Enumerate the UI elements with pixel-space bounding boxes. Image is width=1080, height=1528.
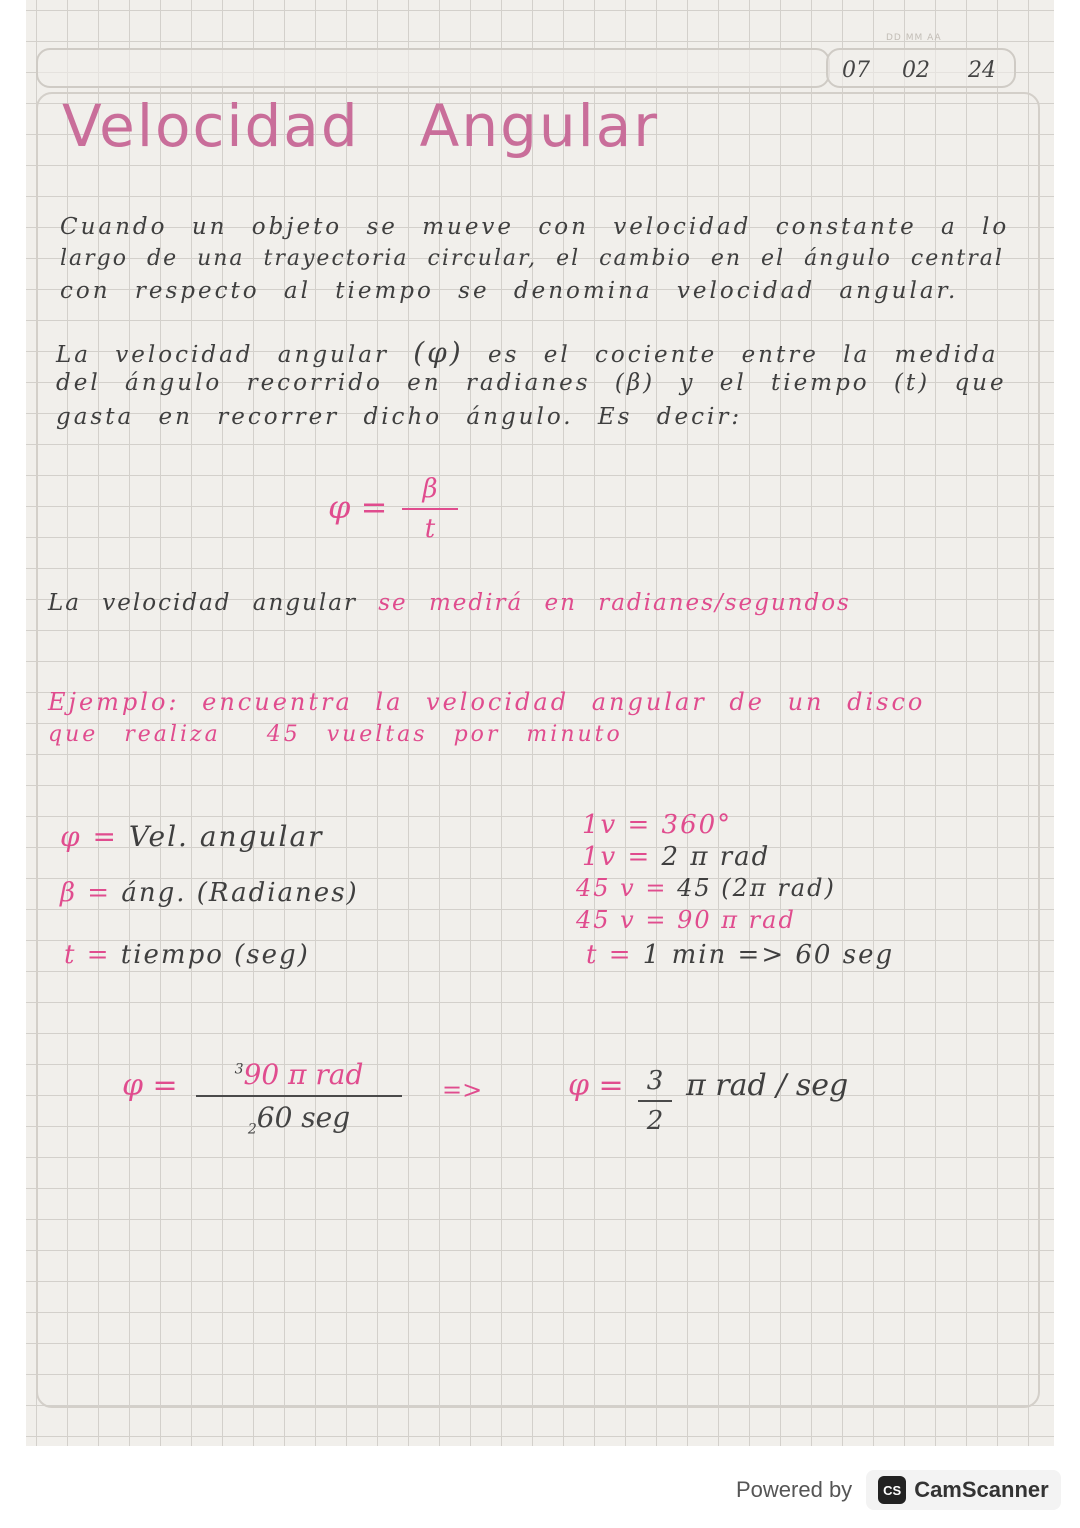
- phi-symbol: (φ): [413, 336, 464, 369]
- title-word-2: Angular: [419, 92, 660, 160]
- example-line-2: [48, 722, 623, 747]
- conversion-lhs: 45 v =: [576, 874, 668, 902]
- conversion-rhs: 360°: [661, 810, 733, 840]
- variable-symbol: φ =: [60, 820, 118, 853]
- page-title: [62, 92, 659, 160]
- intro-line-2: largo de una trayectoria circular, el cambio en el ángulo central: [60, 246, 1004, 271]
- conversion-rhs: 90 π rad: [677, 906, 796, 934]
- conversion-row: [576, 874, 836, 902]
- result-denominator: 2: [646, 1106, 664, 1136]
- conversion-lhs: 1v =: [582, 810, 652, 840]
- calc-arrow: =>: [442, 1076, 483, 1104]
- definition-line-1: [56, 336, 998, 369]
- example-text-2b: 45 vueltas por minuto: [266, 722, 623, 747]
- units-prefix: La velocidad angular: [48, 590, 357, 616]
- conversion-lhs: t =: [586, 940, 633, 970]
- calc-denominator: [196, 1101, 402, 1138]
- conversion-rhs: 45 (2π rad): [677, 874, 836, 902]
- powered-by-label: Powered by: [736, 1477, 853, 1502]
- camscanner-footer: [736, 1468, 1061, 1512]
- calc-denominator-mark: 2: [247, 1121, 257, 1138]
- formula-fraction: [402, 474, 458, 544]
- conversion-lhs: 1v =: [582, 842, 652, 872]
- units-suffix: se medirá en radianes/segundos: [378, 590, 851, 616]
- definition-text-c: es el cociente entre la medida: [488, 342, 999, 368]
- conversion-row: [582, 842, 770, 872]
- variable-symbol: β =: [60, 878, 112, 908]
- camscanner-badge[interactable]: [866, 1470, 1061, 1510]
- definition-line-3: gasta en recorrer dicho ángulo. Es decir:: [56, 404, 743, 430]
- result-fraction: [638, 1066, 672, 1136]
- header-bar: [36, 48, 830, 88]
- calc-numerator-mark: 3: [234, 1061, 244, 1078]
- date-labels: DD MM AA: [886, 33, 942, 43]
- variable-text: áng. (Radianes): [121, 878, 359, 908]
- calc-numerator: [196, 1058, 402, 1091]
- conversion-row: [582, 810, 732, 840]
- example-text-1: encuentra la velocidad angular de un disco: [202, 688, 926, 716]
- variable-text: Vel. angular: [128, 820, 324, 853]
- result-unit: π rad / seg: [686, 1068, 849, 1103]
- conversion-rhs: 1 min => 60 seg: [642, 940, 895, 970]
- variable-t: [64, 940, 310, 970]
- units-line: [48, 590, 851, 616]
- calc-lhs: φ =: [122, 1068, 178, 1103]
- formula-denominator: t: [424, 514, 436, 544]
- intro-line-3: con respecto al tiempo se denomina velocidad angular.: [60, 278, 959, 304]
- variable-beta: [60, 878, 359, 908]
- fraction-bar: [638, 1100, 672, 1102]
- notebook-page: [26, 0, 1054, 1446]
- date-year: 24: [968, 58, 996, 83]
- fraction-bar: [402, 508, 458, 510]
- conversion-row: [586, 940, 894, 970]
- definition-line-2: del ángulo recorrido en radianes (β) y el tiempo (t) que: [56, 370, 1007, 396]
- variable-phi: [60, 820, 324, 853]
- formula-numerator: β: [422, 474, 438, 504]
- calc-denominator-text: 60 seg: [256, 1101, 351, 1134]
- title-word-1: Velocidad: [62, 92, 360, 160]
- intro-line-1: Cuando un objeto se mueve con velocidad constante a lo: [60, 214, 1010, 240]
- date-day: 07: [842, 58, 870, 83]
- fraction-bar: [196, 1095, 402, 1097]
- result-lhs: φ =: [568, 1068, 624, 1103]
- example-label: Ejemplo:: [48, 688, 180, 716]
- camscanner-logo-icon: CS: [878, 1476, 906, 1504]
- variable-symbol: t =: [64, 940, 111, 970]
- conversion-lhs: 45 v =: [576, 906, 668, 934]
- example-line-1: [48, 688, 925, 716]
- conversion-rhs: 2 π rad: [661, 842, 771, 872]
- date-month: 02: [902, 58, 930, 83]
- definition-text-a: La velocidad angular: [56, 342, 389, 368]
- calc-fraction: [196, 1058, 402, 1138]
- example-text-2a: que realiza: [48, 722, 221, 747]
- result-numerator: 3: [646, 1066, 664, 1096]
- camscanner-brand: CamScanner: [914, 1477, 1049, 1502]
- calc-numerator-text: 90 π rad: [243, 1058, 364, 1091]
- conversion-row: [576, 906, 796, 934]
- formula-lhs: φ =: [328, 488, 388, 526]
- variable-text: tiempo (seg): [120, 940, 310, 970]
